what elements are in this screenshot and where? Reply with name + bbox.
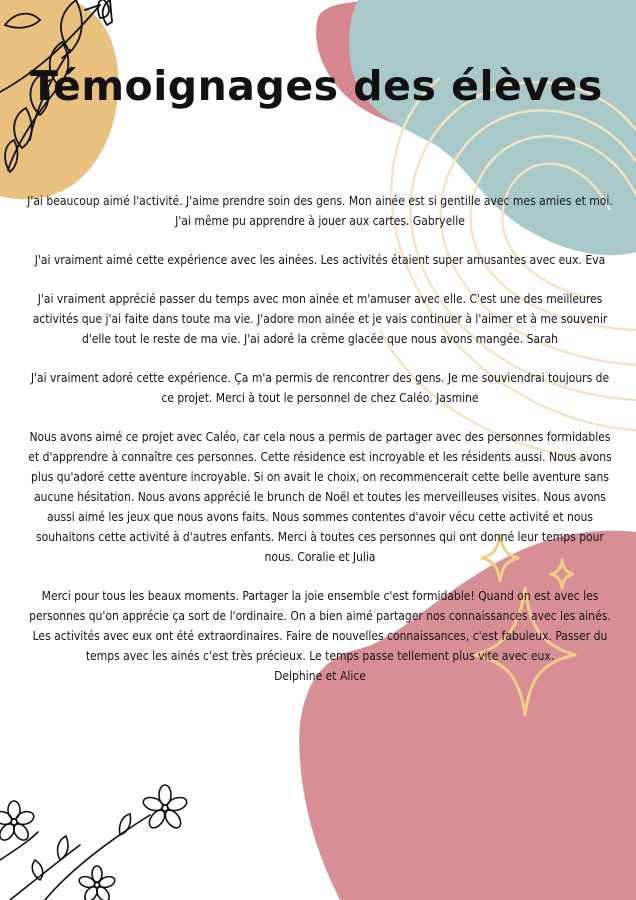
testimonial-gabryelle: J'ai beaucoup aimé l'activité. J'aime prendre soin des gens. Mon ainée est si gentille avec mes amies et moi. J'ai même pu apprendre à jouer aux cartes. Gabryelle bbox=[27, 194, 613, 228]
testimonial-eva: J'ai vraiment aimé cette expérience avec les ainées. Les activités étaient super amusantes avec eux. Eva bbox=[34, 253, 606, 267]
final-signature: Delphine et Alice bbox=[274, 669, 366, 683]
testimonial-delphine-alice: Merci pour tous les beaux moments. Partager la joie ensemble c'est formidable! Quand on est avec les personnes qu'on apprécie ça sort de l'ordinaire. On a bien aimé partager nos connaissances avec les ainés. Les activités avec eux ont été extraordinaires. Faire de nouvelles connaissances, c'est fabuleux. Passer du temps avec les ainés c'est très précieux. Le temps passe tellement plus vite avec eux. bbox=[29, 589, 611, 663]
testimonial-coralie-julia: Nous avons aimé ce projet avec Caléo, car cela nous a permis de partager avec des personnes formidables et d'apprendre à connaître ces personnes. Cette résidence est incroyable et les résidents aussi. Nous avons plus qu'adoré cette aventure incroyable. Si on avait le choix, on recommencerait cette belle aventure sans aucune hésitation. Nous avons apprécié le brunch de Noël et toutes les merveilleuses visites. Nous avons aussi aimé les jeux que nous avons faits. Nous sommes contentes d'avoir vécu cette activité et nous souhaitons cette activité à d'autres enfants. Merci à toutes ces personnes qui ont donné leur temps pour nous. Coralie et Julia bbox=[28, 430, 612, 564]
testimonial-jasmine: J'ai vraiment adoré cette expérience. Ça m'a permis de rencontrer des gens. Je me souviendrai toujours de ce projet. Merci à tout le personnel de chez Caléo. Jasmine bbox=[30, 371, 610, 405]
flower-branch-icon bbox=[0, 785, 188, 900]
page-title: Témoignages des élèves bbox=[30, 62, 603, 110]
testimonials-block bbox=[26, 191, 614, 686]
testimonial-sarah: J'ai vraiment apprécié passer du temps avec mon ainée et m'amuser avec elle. C'est une des meilleures activités que j'ai faite dans toute ma vie. J'adore mon ainée et je vais continuer à l'aimer et à me souvenir d'elle tout le reste de ma vie. J'ai adoré la crème glacée que nous avons mangée. Sarah bbox=[32, 292, 608, 346]
